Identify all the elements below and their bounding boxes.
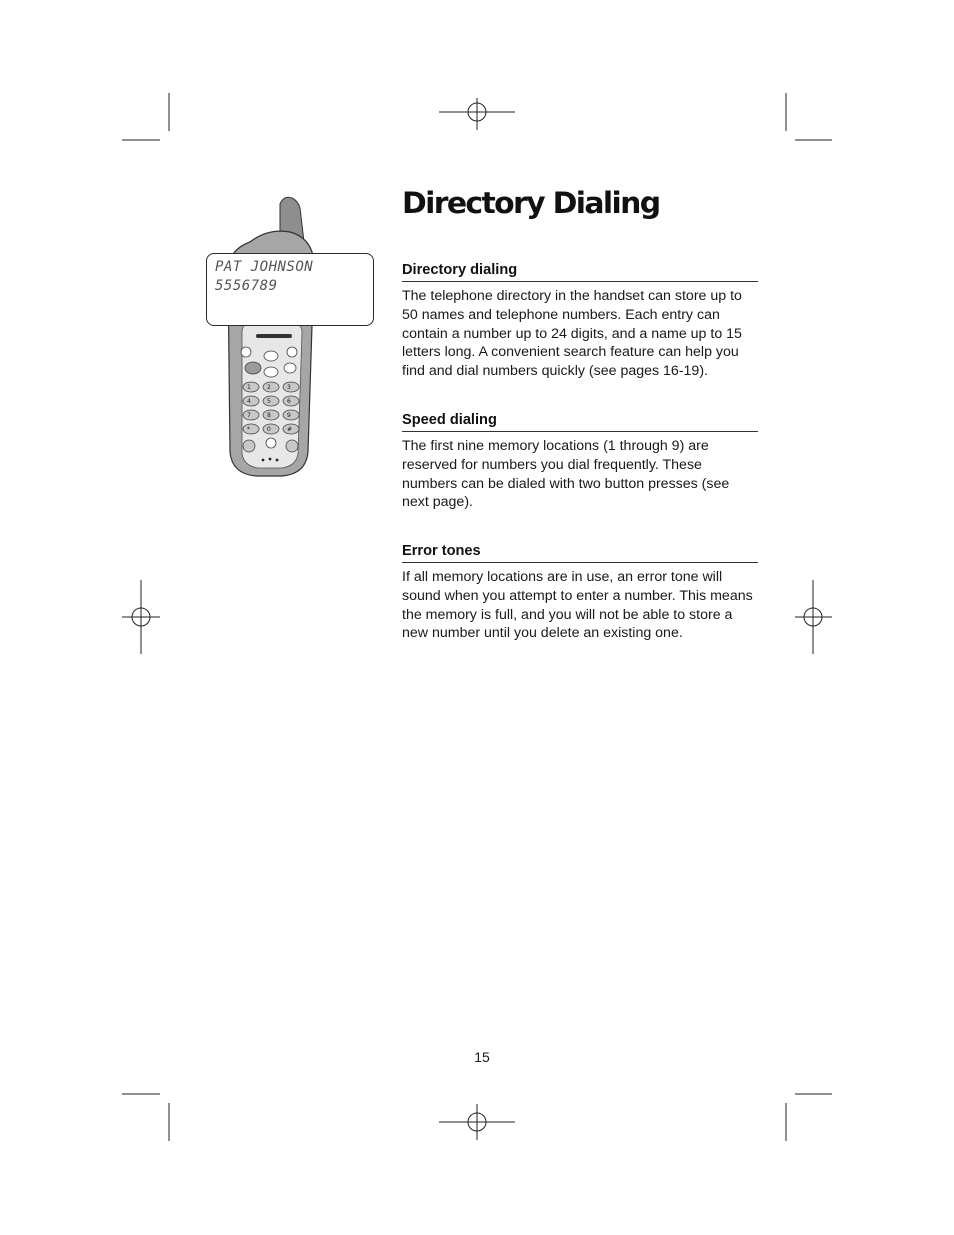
svg-text:1: 1 (247, 384, 251, 391)
section-body: If all memory locations are in use, an error tone will sound when you attempt to enter a number. This means the memory is full, and you will not be able to store a new number until you delete an existing one. (402, 569, 753, 642)
section-body: The telephone directory in the handset can store up to 50 names and telephone numbers. Each entry can contain a number up to 24 digits, and a name up to 15 letters long. A convenient search feature can help you find and dial numbers quickly (see pages 16-19). (402, 288, 742, 380)
section-heading: Directory dialing (402, 260, 758, 282)
section-body: The first nine memory locations (1 through 9) are reserved for numbers you dial frequently. These numbers can be dialed with two button presses (see next page). (402, 438, 730, 511)
display-name-line: PAT JOHNSON (215, 259, 314, 275)
svg-text:6: 6 (287, 398, 291, 405)
display-callout (206, 253, 374, 326)
svg-text:0: 0 (267, 426, 271, 433)
section-directory-dialing (402, 260, 758, 381)
svg-text:8: 8 (267, 412, 271, 419)
svg-text:9: 9 (287, 412, 291, 419)
svg-text:7: 7 (247, 412, 251, 419)
svg-text:2: 2 (267, 384, 271, 391)
registration-mark-icon (439, 98, 515, 130)
section-heading: Error tones (402, 541, 758, 563)
handset-illustration (220, 192, 320, 482)
section-heading: Speed dialing (402, 410, 758, 432)
svg-text:#: # (287, 426, 293, 433)
page-number: 15 (474, 1049, 490, 1065)
section-error-tones (402, 541, 758, 643)
svg-text:3: 3 (287, 384, 291, 391)
registration-mark-icon (795, 580, 832, 654)
svg-text:5: 5 (267, 398, 271, 405)
display-number-line: 5556789 (215, 278, 278, 294)
registration-mark-icon (439, 1104, 515, 1140)
section-speed-dialing (402, 410, 758, 512)
page-title: Directory Dialing (402, 186, 660, 220)
svg-text:4: 4 (247, 398, 251, 405)
svg-text:*: * (247, 426, 250, 433)
registration-mark-icon (122, 580, 160, 654)
